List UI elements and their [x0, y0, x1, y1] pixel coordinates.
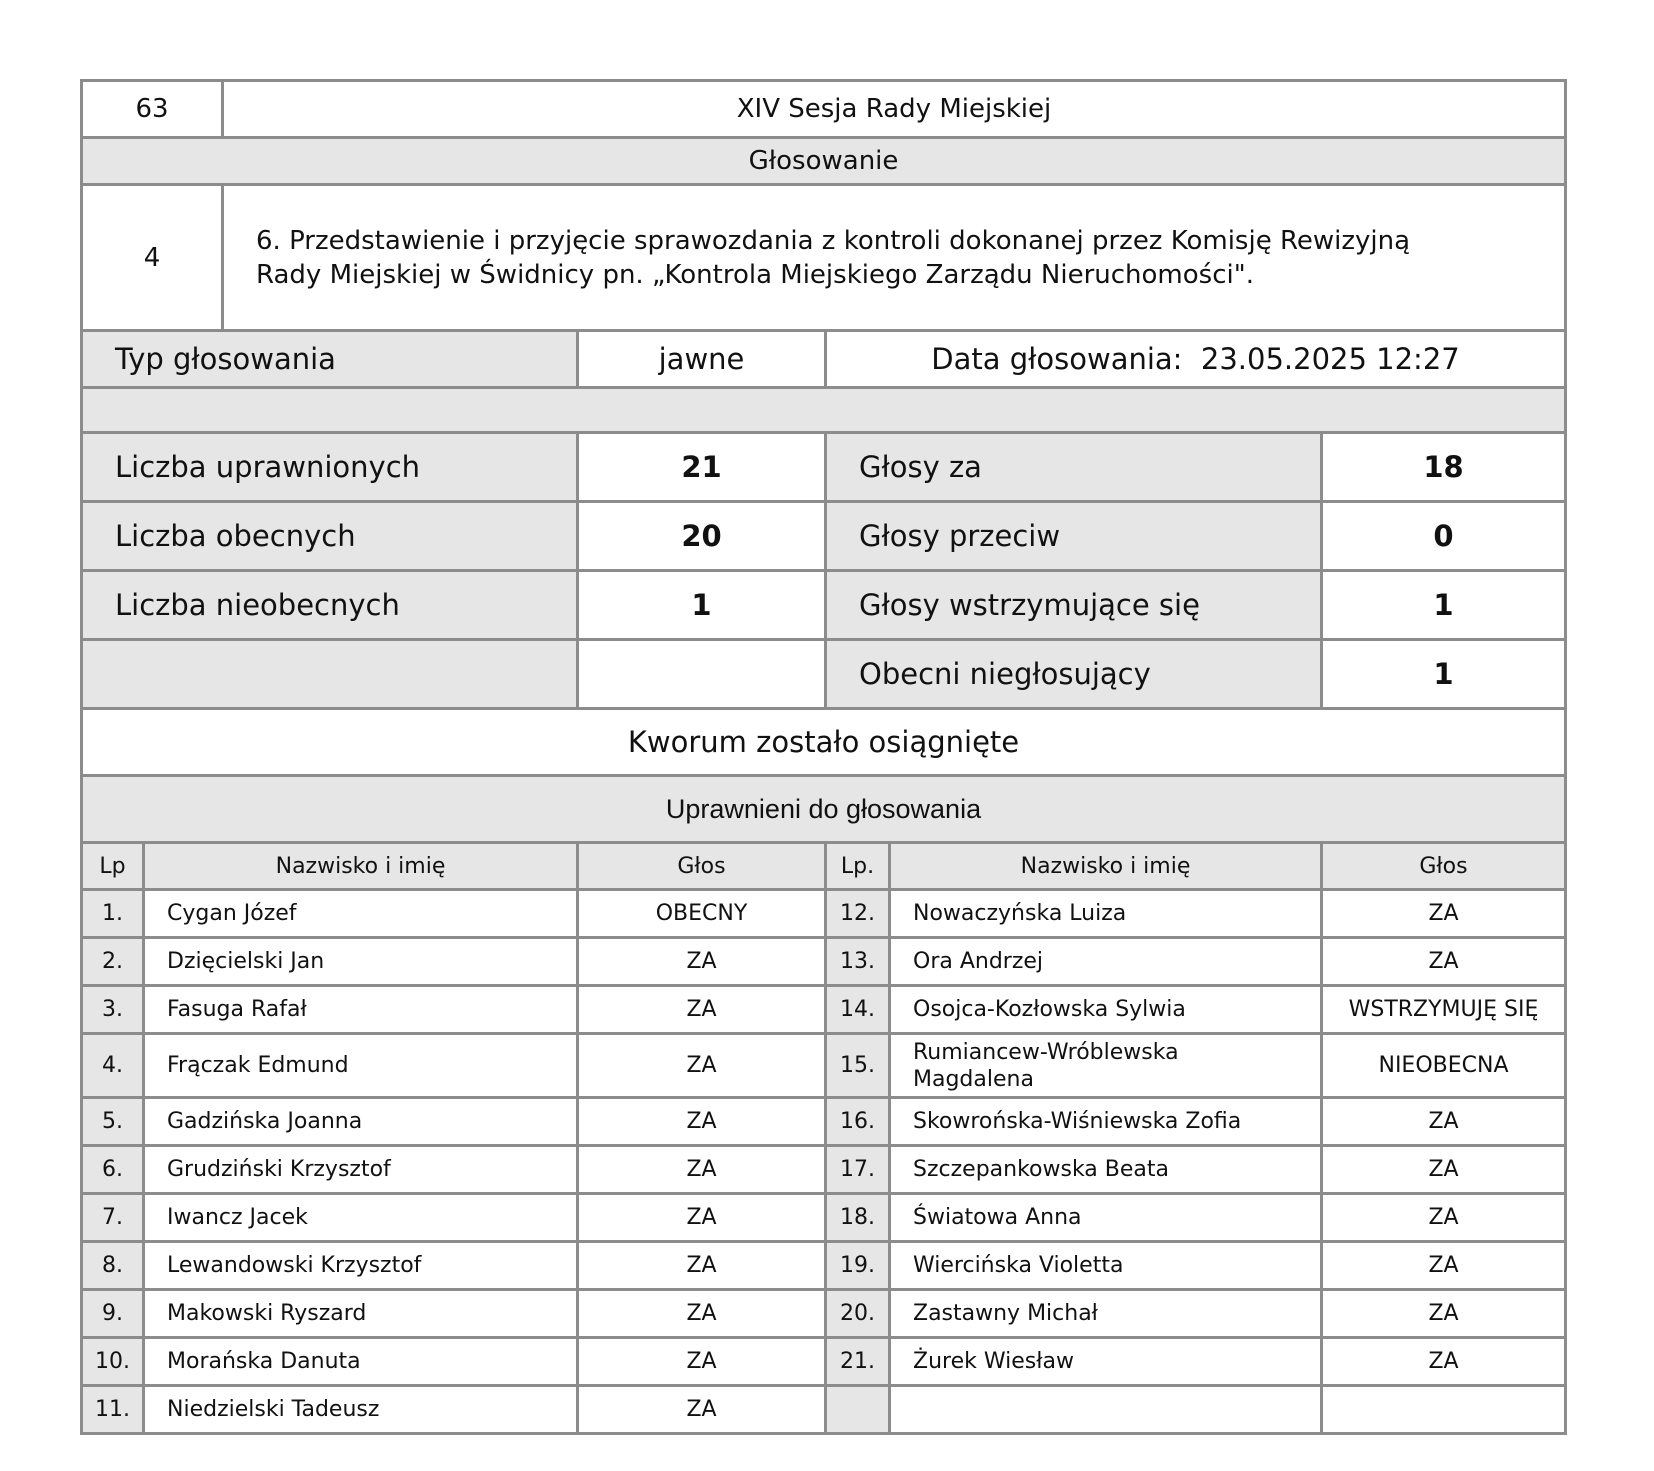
- table-row: [82, 1242, 1566, 1290]
- member-lp: 7.: [82, 1194, 144, 1242]
- agenda-item: [80, 183, 1567, 332]
- member-name: Żurek Wiesław: [890, 1338, 1322, 1386]
- member-name: Światowa Anna: [890, 1194, 1322, 1242]
- member-name: Niedzielski Tadeusz: [144, 1386, 578, 1434]
- stat-label: Obecni niegłosujący: [826, 640, 1322, 709]
- member-vote: NIEOBECNA: [1322, 1034, 1566, 1098]
- member-lp: 15.: [826, 1034, 890, 1098]
- table-row: [82, 1338, 1566, 1386]
- table-row: [82, 1290, 1566, 1338]
- member-name: [890, 1386, 1322, 1434]
- member-name-line: Rumiancew-Wróblewska: [913, 1039, 1179, 1065]
- member-name: Wiercińska Violetta: [890, 1242, 1322, 1290]
- col-header-vote: Głos: [1322, 843, 1566, 890]
- table-row: [82, 1146, 1566, 1194]
- member-name: Cygan Józef: [144, 890, 578, 938]
- stat-label: Liczba uprawnionych: [82, 433, 578, 502]
- member-name: Skowrońska-Wiśniewska Zofia: [890, 1098, 1322, 1146]
- member-name: Dzięcielski Jan: [144, 938, 578, 986]
- member-vote: ZA: [578, 1098, 826, 1146]
- vote-date-value: 23.05.2025 12:27: [1200, 342, 1460, 376]
- member-name: Zastawny Michał: [890, 1290, 1322, 1338]
- member-name: Lewandowski Krzysztof: [144, 1242, 578, 1290]
- stat-label: Liczba nieobecnych: [82, 571, 578, 640]
- stat-value: 21: [578, 433, 826, 502]
- member-lp: 2.: [82, 938, 144, 986]
- member-name: Szczepankowska Beata: [890, 1146, 1322, 1194]
- member-vote: ZA: [1322, 1290, 1566, 1338]
- member-vote: ZA: [1322, 890, 1566, 938]
- quorum-status: Kworum zostało osiągnięte: [82, 709, 1566, 776]
- stat-value: 18: [1322, 433, 1566, 502]
- member-vote: ZA: [1322, 1146, 1566, 1194]
- member-vote: ZA: [1322, 1242, 1566, 1290]
- member-vote: ZA: [578, 1146, 826, 1194]
- member-name: Makowski Ryszard: [144, 1290, 578, 1338]
- member-name: Morańska Danuta: [144, 1338, 578, 1386]
- member-name: Nowaczyńska Luiza: [890, 890, 1322, 938]
- member-lp: 12.: [826, 890, 890, 938]
- spacer-cell: [82, 388, 1566, 433]
- stat-label: Głosy przeciw: [826, 502, 1322, 571]
- col-header-lp: Lp.: [826, 843, 890, 890]
- stat-label: Głosy wstrzymujące się: [826, 571, 1322, 640]
- session-header: [80, 79, 1567, 139]
- member-vote: ZA: [578, 1290, 826, 1338]
- stat-value: 20: [578, 502, 826, 571]
- col-header-name: Nazwisko i imię: [890, 843, 1322, 890]
- member-name: Frączak Edmund: [144, 1034, 578, 1098]
- member-vote: ZA: [578, 986, 826, 1034]
- session-title: XIV Sesja Rady Miejskiej: [223, 81, 1566, 138]
- member-vote: ZA: [578, 1386, 826, 1434]
- member-lp: 18.: [826, 1194, 890, 1242]
- vote-type-row: [80, 329, 1567, 389]
- member-lp: 16.: [826, 1098, 890, 1146]
- vote-date-label: Data głosowania:: [931, 342, 1183, 376]
- member-lp: 21.: [826, 1338, 890, 1386]
- document-number: 63: [82, 81, 223, 138]
- member-name: Ora Andrzej: [890, 938, 1322, 986]
- stat-value: 1: [578, 571, 826, 640]
- vote-type-value: jawne: [578, 331, 826, 388]
- member-lp: 11.: [82, 1386, 144, 1434]
- member-vote: ZA: [1322, 1098, 1566, 1146]
- stat-value: 0: [1322, 502, 1566, 571]
- member-lp: 3.: [82, 986, 144, 1034]
- member-vote: ZA: [578, 1242, 826, 1290]
- member-lp: 13.: [826, 938, 890, 986]
- member-lp: 8.: [82, 1242, 144, 1290]
- table-row: [82, 1034, 1566, 1098]
- voting-protocol: [80, 79, 1567, 1435]
- vote-type-label: Typ głosowania: [82, 331, 578, 388]
- member-vote: WSTRZYMUJĘ SIĘ: [1322, 986, 1566, 1034]
- stat-label-empty: [82, 640, 578, 709]
- member-vote: [1322, 1386, 1566, 1434]
- member-lp: 9.: [82, 1290, 144, 1338]
- member-vote: ZA: [578, 1338, 826, 1386]
- member-name-line: Magdalena: [913, 1066, 1034, 1092]
- table-row: [82, 938, 1566, 986]
- members-title: Uprawnieni do głosowania: [82, 776, 1566, 843]
- member-lp: 19.: [826, 1242, 890, 1290]
- stat-label: Liczba obecnych: [82, 502, 578, 571]
- table-row: [82, 986, 1566, 1034]
- member-name: Grudziński Krzysztof: [144, 1146, 578, 1194]
- member-lp: 20.: [826, 1290, 890, 1338]
- stat-value: 1: [1322, 571, 1566, 640]
- vote-statistics: [80, 431, 1567, 710]
- agenda-item-description-line: 6. Przedstawienie i przyjęcie sprawozdania z kontroli dokonanej przez Komisję Rewizyjną: [256, 225, 1411, 256]
- member-lp: 14.: [826, 986, 890, 1034]
- member-name: [890, 1034, 1322, 1098]
- member-lp: 10.: [82, 1338, 144, 1386]
- member-lp: 4.: [82, 1034, 144, 1098]
- member-lp: [826, 1386, 890, 1434]
- agenda-item-description-line: Rady Miejskiej w Świdnicy pn. „Kontrola Miejskiego Zarządu Nieruchomości".: [256, 259, 1254, 290]
- member-lp: 17.: [826, 1146, 890, 1194]
- table-row: [82, 1194, 1566, 1242]
- quorum-row: [80, 707, 1567, 777]
- member-name: Fasuga Rafał: [144, 986, 578, 1034]
- stat-value: 1: [1322, 640, 1566, 709]
- member-vote: OBECNY: [578, 890, 826, 938]
- member-vote: ZA: [578, 938, 826, 986]
- col-header-name: Nazwisko i imię: [144, 843, 578, 890]
- stat-value-empty: [578, 640, 826, 709]
- col-header-lp: Lp: [82, 843, 144, 890]
- table-row: [82, 890, 1566, 938]
- member-name: Iwancz Jacek: [144, 1194, 578, 1242]
- member-vote: ZA: [578, 1194, 826, 1242]
- section-header: [80, 136, 1567, 186]
- agenda-item-description: [223, 185, 1566, 331]
- members-header-row: [82, 843, 1566, 890]
- agenda-item-number: 4: [82, 185, 223, 331]
- member-vote: ZA: [1322, 938, 1566, 986]
- member-lp: 6.: [82, 1146, 144, 1194]
- member-vote: ZA: [1322, 1194, 1566, 1242]
- member-name: Gadzińska Joanna: [144, 1098, 578, 1146]
- members-title-row: [80, 774, 1567, 844]
- member-name: Osojca-Kozłowska Sylwia: [890, 986, 1322, 1034]
- member-vote: ZA: [1322, 1338, 1566, 1386]
- section-title: Głosowanie: [82, 138, 1566, 185]
- vote-date: [826, 331, 1566, 388]
- spacer-row: [80, 386, 1567, 434]
- member-lp: 5.: [82, 1098, 144, 1146]
- member-lp: 1.: [82, 890, 144, 938]
- col-header-vote: Głos: [578, 843, 826, 890]
- member-vote: ZA: [578, 1034, 826, 1098]
- members-table: [80, 841, 1567, 1435]
- stat-label: Głosy za: [826, 433, 1322, 502]
- table-row: [82, 1098, 1566, 1146]
- table-row: [82, 1386, 1566, 1434]
